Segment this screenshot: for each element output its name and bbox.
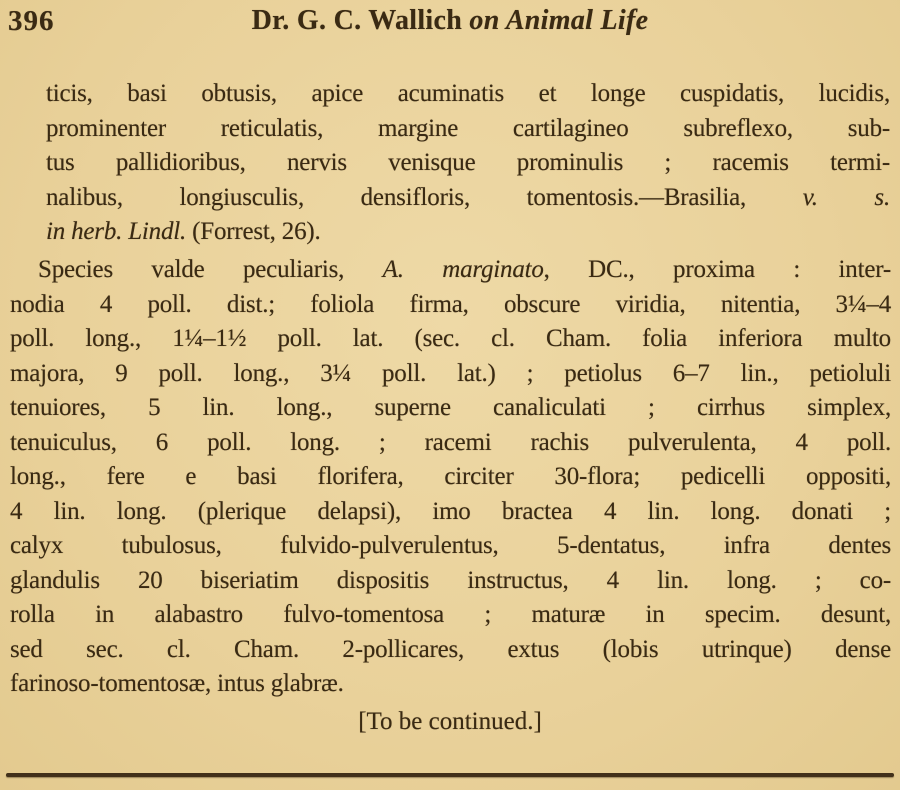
text-run: tenuiores, 5 lin. long., superne canaliculati ; cirrhus simplex, — [10, 394, 891, 421]
running-header — [0, 5, 900, 37]
text-run: nodia 4 poll. dist.; foliola firma, obscure viridia, nitentia, 3¼–4 — [10, 290, 891, 318]
running-header-subject: on Animal Life — [469, 5, 649, 36]
text-run: tenuiculus, 6 poll. long. ; racemi rachis pulverulenta, 4 poll. — [10, 428, 891, 456]
text-run: glandulis 20 biseriatim dispositis instructus, 4 lin. long. ; co- — [10, 566, 891, 594]
text-run: Species valde peculiaris, — [38, 256, 383, 283]
text-line — [10, 633, 891, 668]
text-run: 4 lin. long. (plerique delapsi), imo bractea 4 lin. long. donati ; — [10, 497, 891, 525]
text-run: farinoso-tomentosæ, intus glabræ. — [10, 670, 344, 697]
italic-text-run: A. marginato — [382, 256, 544, 283]
text-run: majora, 9 poll. long., 3¼ poll. lat.) ; petiolus 6–7 lin., petioluli — [10, 359, 891, 387]
text-line — [46, 112, 890, 147]
text-run: , DC., proxima : inter- — [543, 256, 891, 283]
text-line — [10, 357, 891, 392]
to-be-continued-note: [To be continued.] — [358, 708, 542, 735]
text-line — [10, 564, 891, 599]
bottom-rule-divider — [6, 773, 894, 777]
text-run: rolla in alabastro fulvo-tomentosa ; maturæ in specim. desunt, — [10, 601, 891, 628]
text-line — [46, 215, 890, 250]
paragraph-species-remarks — [10, 253, 891, 702]
text-line — [10, 667, 891, 702]
text-line — [46, 181, 890, 216]
text-line — [10, 598, 891, 633]
text-line — [10, 288, 891, 323]
text-run: tus pallidioribus, nervis venisque prominulis ; racemis termi- — [46, 149, 890, 176]
italic-text-run: in herb. Lindl. — [46, 218, 187, 245]
text-run: long., fere e basi florifera, circiter 30-flora; pedicelli oppositi, — [10, 463, 891, 490]
text-run: prominenter reticulatis, margine cartilagineo subreflexo, sub- — [46, 114, 890, 142]
text-run: calyx tubulosus, fulvido-pulverulentus, 5-dentatus, infra dentes — [10, 532, 891, 559]
page-number: 396 — [8, 5, 55, 37]
text-line — [10, 460, 891, 495]
text-line — [46, 77, 890, 112]
text-line — [10, 495, 891, 530]
text-run: ticis, basi obtusis, apice acuminatis et longe cuspidatis, lucidis, — [46, 80, 890, 107]
paragraph-species-diagnosis — [46, 77, 890, 250]
running-header-author: Dr. G. C. Wallich — [251, 5, 470, 36]
text-run: nalibus, longiusculis, densifloris, tomentosis.—Brasilia, — [46, 183, 803, 211]
text-line — [10, 253, 891, 288]
text-line — [46, 146, 890, 181]
italic-text-run: v. s. — [802, 183, 890, 211]
text-run: poll. long., 1¼–1½ poll. lat. (sec. cl. Cham. folia inferiora multo — [10, 325, 891, 352]
text-line — [10, 391, 891, 426]
text-line — [10, 322, 891, 357]
text-line — [10, 426, 891, 461]
text-run: (Forrest, 26). — [186, 218, 321, 245]
text-run: sed sec. cl. Cham. 2-pollicares, extus (lobis utrinque) dense — [10, 635, 891, 663]
text-line — [10, 529, 891, 564]
